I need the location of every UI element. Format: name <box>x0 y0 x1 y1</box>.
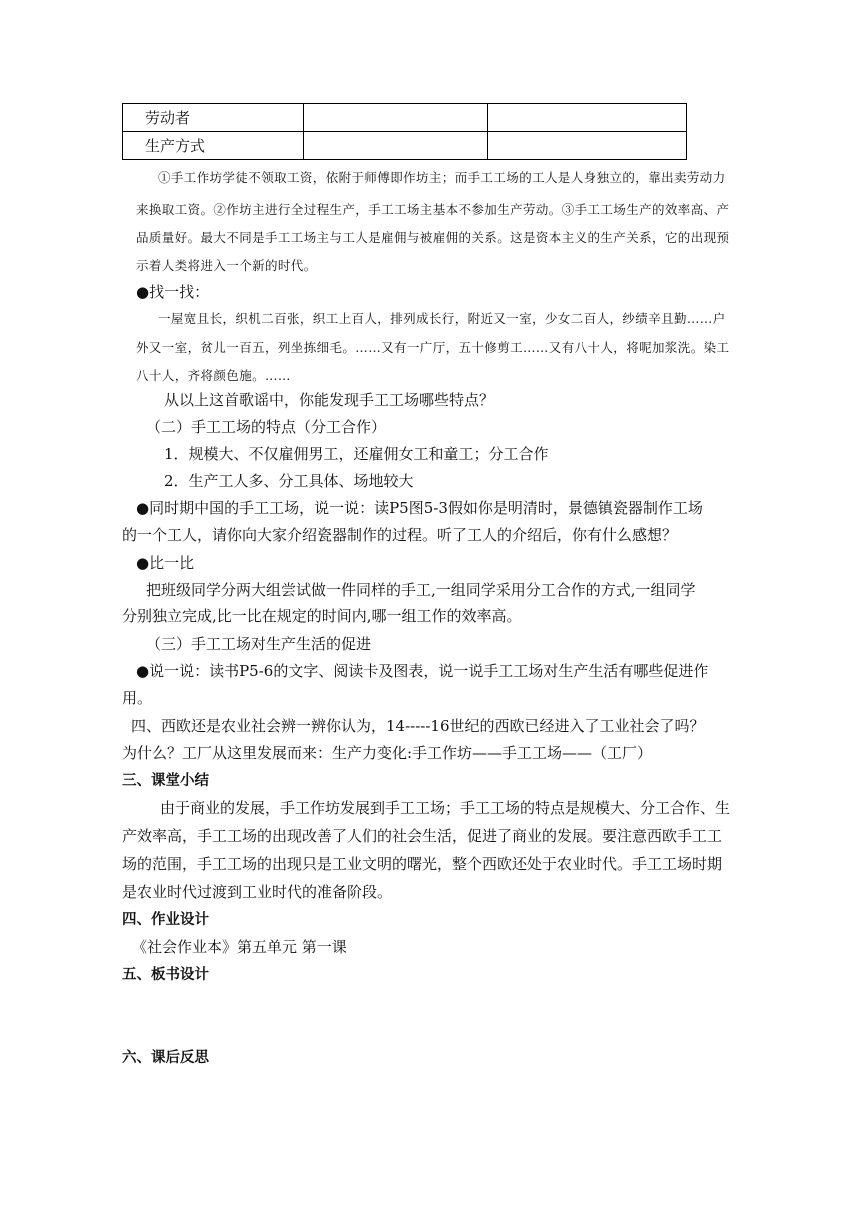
homework-line: 《社会作业本》第五单元 第一课 <box>132 938 347 956</box>
table-cell-label: 生产方式 <box>123 132 304 160</box>
question-line: 从以上这首歌谣中，你能发现手工工场哪些特点？ <box>164 391 495 409</box>
paragraph-line: 品质量好。最大不同是手工工场主与工人是雇佣与被雇佣的关系。这是资本主义的生产关系，它的出现预 <box>136 230 730 245</box>
table-cell <box>488 132 687 160</box>
poem-line: 外又一室，贫儿一百五，列坐拣细毛。……又有一广厅，五十修剪工……又有八十人，将呢加浆洗。染工 <box>136 340 730 355</box>
table-cell <box>304 104 488 132</box>
paragraph-line: 分别独立完成,比一比在规定的时间内,哪一组工作的效率高。 <box>122 607 522 625</box>
table-row <box>123 104 687 132</box>
paragraph-line: ●同时期中国的手工工场，说一说：读P5图5-3假如你是明清时，景德镇瓷器制作工场 <box>136 499 703 517</box>
paragraph-line: ●说一说：读书P5-6的文字、阅读卡及图表，说一说手工工场对生产生活有哪些促进作 <box>136 662 709 680</box>
poem-line: 八十人，齐将颜色施。…… <box>136 368 291 383</box>
paragraph-line: 来换取工资。②作坊主进行全过程生产，手工工场主基本不参加生产劳动。③手工工场生产的效率高、产 <box>136 202 730 217</box>
summary-line: 是农业时代过渡到工业时代的准备阶段。 <box>122 883 393 901</box>
section-title: 六、课后反思 <box>122 1050 209 1066</box>
summary-line: 由于商业的发展，手工作坊发展到手工工场；手工工场的特点是规模大、分工合作、生 <box>160 799 731 817</box>
section-heading: （三）手工工场对生产生活的促进 <box>146 635 372 653</box>
poem-line: 一屋宽且长，织机二百张，织工上百人，排列成长行，附近又一室，少女二百人，纱绩辛且勤……户 <box>158 311 726 326</box>
paragraph-line: 为什么？工厂从这里发展而来：生产力变化:手工作坊——手工工场——（工厂） <box>122 744 653 762</box>
section-title: 五、板书设计 <box>122 967 209 983</box>
comparison-table <box>122 103 687 160</box>
list-item: 1．规模大、不仅雇佣男工，还雇佣女工和童工；分工合作 <box>164 445 549 463</box>
section-title: 三、课堂小结 <box>122 773 209 789</box>
table-cell-label: 劳动者 <box>123 104 304 132</box>
table-cell <box>488 104 687 132</box>
paragraph-line: 的一个工人，请你向大家介绍瓷器制作的过程。听了工人的介绍后，你有什么感想？ <box>122 526 678 544</box>
summary-line: 场的范围，手工工场的出现只是工业文明的曙光，整个西欧还处于农业时代。手工工场时期 <box>122 855 723 873</box>
section-title: 四、作业设计 <box>122 912 209 928</box>
paragraph-line: ①手工作坊学徒不领取工资，依附于师傅即作坊主；而手工工场的工人是人身独立的，靠出卖劳动力 <box>158 170 726 185</box>
find-heading: ●找一找： <box>136 283 210 301</box>
paragraph-line: 用。 <box>122 689 153 707</box>
compare-heading: ●比一比 <box>136 554 195 572</box>
section-heading: （二）手工工场的特点（分工合作） <box>146 418 387 436</box>
table-cell <box>304 132 488 160</box>
paragraph-line: 示着人类将进入一个新的时代。 <box>136 258 317 273</box>
paragraph-line: 四、西欧还是农业社会辨一辨你认为，14-----16世纪的西欧已经进入了工业社会了吗？ <box>131 717 705 735</box>
list-item: 2．生产工人多、分工具体、场地较大 <box>164 472 414 490</box>
table-row <box>123 132 687 160</box>
paragraph-line: 把班级同学分两大组尝试做一件同样的手工,一组同学采用分工合作的方式,一组同学 <box>146 581 696 599</box>
summary-line: 产效率高，手工工场的出现改善了人们的社会生活，促进了商业的发展。要注意西欧手工工 <box>122 827 723 845</box>
